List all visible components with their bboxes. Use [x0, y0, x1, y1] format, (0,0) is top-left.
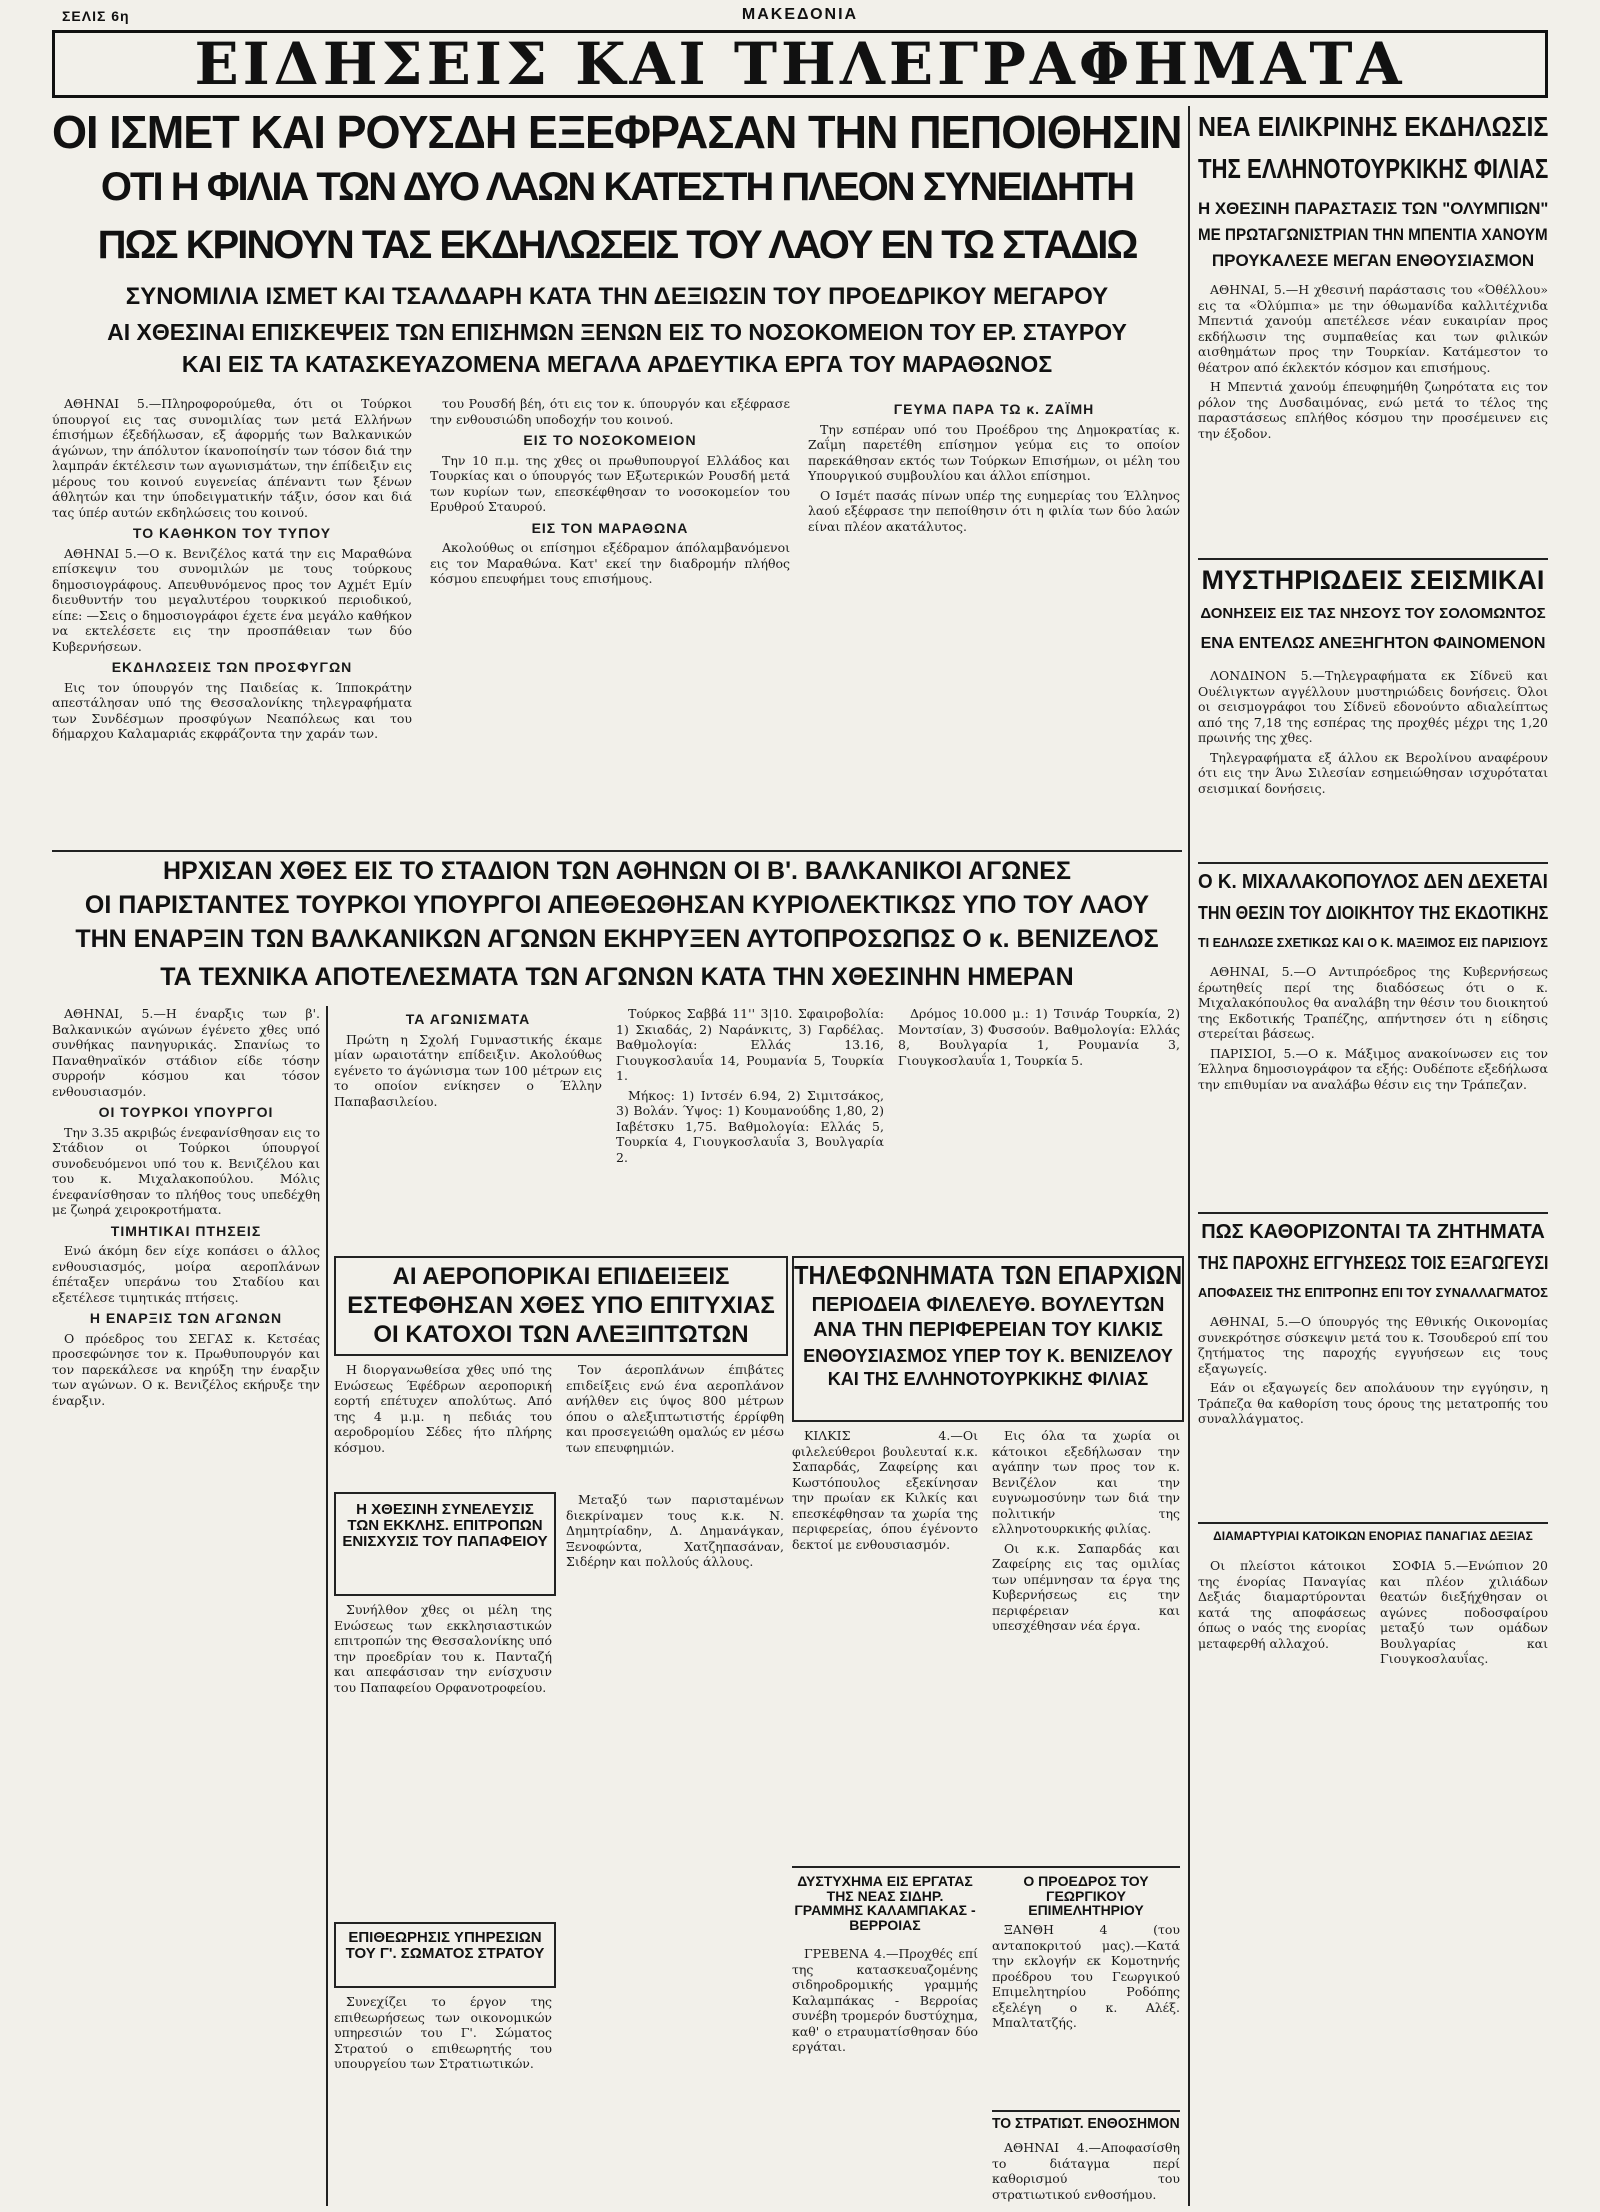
- eparchies-headline-3: ΑΝΑ ΤΗΝ ΠΕΡΙΦΕΡΕΙΑΝ ΤΟΥ ΚΙΛΚΙΣ: [813, 1319, 1163, 1342]
- right-paragraph: ΣΟΦΙΑ 5.—Ενώπιον 20 και πλέον χιλιάδων θεατών διεξήχθησαν οι αγώνες ποδοσφαίρου μεταξύ των ομάδων Βουλγαρίας και Γιουγκοσλαυΐας.: [1380, 1558, 1548, 1666]
- eparchies-headline-4: ΕΝΘΟΥΣΙΑΣΜΟΣ ΥΠΕΡ ΤΟΥ Κ. ΒΕΝΙΖΕΛΟΥ: [803, 1346, 1173, 1367]
- rule-eparchies-bottom: [792, 1866, 1180, 1868]
- masthead: [52, 6, 1548, 28]
- aero-column-1: [334, 1362, 552, 1482]
- balkan-paragraph: ΑΘΗΝΑΙ, 5.—Η έναρξις των β'. Βαλκανικών αγώνων έγένετο χθες υπό συνθήκας πανηγυρικάς. Σπανίως το Παναθηναϊκόν στάδιον είδε τόσην συρροήν κόσμου και τόσον ενθουσιασμόν.: [52, 1006, 320, 1099]
- right-a3-headline-3: [1198, 936, 1548, 958]
- lead-paragraph: Την 10 π.μ. της χθες οι πρωθυπουργοί Ελλάδος και Τουρκίας και ο ύπουργός των Εξωτερικών Ρουσδή μετά των κυρίων των, επεσκέφθησαν το νοσοκομείον του Ερυθρού Σταυρού.: [430, 452, 790, 514]
- lead-headline-4: ΣΥΝΟΜΙΛΙΑ ΙΣΜΕΤ ΚΑΙ ΤΣΑΛΔΑΡΗ ΚΑΤΑ ΤΗΝ ΔΕΞΙΩΣΙΝ ΤΟΥ ΠΡΟΕΔΡΙΚΟΥ ΜΕΓΑΡΟΥ: [125, 284, 1109, 310]
- aero-headline-3: ΟΙ ΚΑΤΟΧΟΙ ΤΩΝ ΑΛΕΞΙΠΤΩΤΩΝ: [373, 1321, 749, 1349]
- aero-column-3: [566, 1492, 784, 2212]
- lead-column-3: [808, 396, 1180, 842]
- lead-paragraph: Ακολούθως οι επίσημοι εξέδραμον άπόλαμβανόμενοι εις τον Μαραθώνα. Κατ' εκεί την διαδρομήν πλήθος κόσμου επευφήμει τους επισήμους.: [430, 540, 790, 586]
- right-a1-headline-5: ΠΡΟΥΚΑΛΕΣΕ ΜΕΓΑΝ ΕΝΘΟΥΣΙΑΣΜΟΝ: [1211, 252, 1535, 270]
- lead-headline-6: ΚΑΙ ΕΙΣ ΤΑ ΚΑΤΑΣΚΕΥΑΖΟΜΕΝΑ ΜΕΓΑΛΑ ΑΡΔΕΥΤΙΚΑ ΕΡΓΑ ΤΟΥ ΜΑΡΑΘΩΝΟΣ: [181, 352, 1053, 377]
- papafi-headline: Η ΧΘΕΣΙΝΗ ΣΥΝΕΛΕΥΣΙΣ ΤΩΝ ΕΚΚΛΗΣ. ΕΠΙΤΡΟΠΩΝ ΕΝΙΣΧΥΣΙΣ ΤΟΥ ΠΑΠΑΦΕΙΟΥ: [342, 1501, 548, 1550]
- eparchies-paragraph: Οι κ.κ. Σαπαρδάς και Ζαφείρης εις τας ομιλίας των υπέμνησαν τα έργα της Κυβερνήσεως εις την περιφέρειαν και υπεσχέθησαν νέα έργα.: [992, 1540, 1180, 1633]
- stratos-column: [992, 2140, 1180, 2206]
- aero-paragraph: Τον άεροπλάνων έπιβάτες επιδείξεις ενώ ένα αεροπλάνον ανήλθεν εις ύψος 800 μέτρων όπου ο αλεξιπτωτιστής έρρίφθη και προσεγειώθη ομαλώς εν μέσω των επευφημιών.: [566, 1362, 784, 1455]
- lead-headline-1: [52, 108, 1182, 160]
- balkan-headline-3: ΤΗΝ ΕΝΑΡΞΙΝ ΤΩΝ ΒΑΛΚΑΝΙΚΩΝ ΑΓΩΝΩΝ ΕΚΗΡΥΞΕΝ ΑΥΤΟΠΡΟΣΩΠΩΣ Ο κ. ΒΕΝΙΖΕΛΟΣ: [75, 926, 1159, 953]
- eparchies-column-2: [992, 1428, 1180, 1858]
- rule-right-a2: [1198, 862, 1548, 864]
- rodopi-column: [992, 1922, 1180, 2102]
- rule-balkan-col1: [326, 1006, 328, 2206]
- balkan-headline-2: ΟΙ ΠΑΡΙΣΤΑΝΤΕΣ ΤΟΥΡΚΟΙ ΥΠΟΥΡΓΟΙ ΑΠΕΘΕΩΘΗΣΑΝ ΚΥΡΙΟΛΕΚΤΙΚΩΣ ΥΠΟ ΤΟΥ ΛΑΟΥ: [84, 892, 1150, 919]
- rodopi-headline: Ο ΠΡΟΕΔΡΟΣ ΤΟΥ ΓΕΩΡΓΙΚΟΥ ΕΠΙΜΕΛΗΤΗΡΙΟΥ: [1023, 1874, 1149, 1918]
- right-a4-headline-3: [1198, 1286, 1548, 1308]
- aero-column-2: [566, 1362, 784, 1482]
- headline-inner: ΤΟ ΣΤΡΑΤΙΩΤ. ΕΝΘΟΣΗΜΟΝ: [992, 2115, 1180, 2132]
- headline-inner: ΟΙ ΙΣΜΕΤ ΚΑΙ ΡΟΥΣΔΗ ΕΞΕΦΡΑΣΑΝ ΤΗΝ ΠΕΠΟΙΘΗΣΙΝ: [52, 108, 1182, 158]
- lead-column-2: [430, 396, 790, 842]
- right-paragraph: ΑΘΗΝΑΙ, 5.—Ο ύπουργός της Εθνικής Οικονομίας συνεκρότησε σύσκεψιν μετά του κ. Τσουδερού επί του ζητήματος της παροχής εγγυήσεων εις τους εξαγωγείς.: [1198, 1314, 1548, 1376]
- subhead-games-opening: Η ΕΝΑΡΞΙΣ ΤΩΝ ΑΓΩΝΩΝ: [89, 1310, 283, 1326]
- balkan-column-2: [334, 1006, 602, 1246]
- rule-right-a3: [1198, 1212, 1548, 1214]
- eparchies-paragraph: ΚΙΛΚΙΣ 4.—Οι φιλελεύθεροι βουλευταί κ.κ. Σαπαρδάς, Ζαφείρης και Κωστόπουλος εξεκίνησαν την πρωίαν εκ Κιλκίς και επεσκέφθησαν τα χωρία της περιφερείας, όπου έγένοντο δεκτοί με ενθουσιασμόν.: [792, 1428, 978, 1552]
- eparchies-headline-2: ΠΕΡΙΟΔΕΙΑ ΦΙΛΕΛΕΥΘ. ΒΟΥΛΕΥΤΩΝ: [811, 1294, 1165, 1317]
- lead-paragraph: ΑΘΗΝΑΙ 5.—Ο κ. Βενιζέλος κατά την εις Μαραθώνα επίσκεψιν του συνομιλών με τους τούρκους δημοσιογράφους. Απευθυνόμενος προς τον Αχμέτ Εμίν διευθυντήν του μεγαλυτέρου τουρκικού περιοδικού, είπε: —Σεις ο δημοσιογράφοι έχετε ένα μεγάλο καθήκον να εκτελέσετε εις την προσπάθειαν των δύο Κυβερνήσεων.: [52, 545, 412, 654]
- right-paragraph: Η Μπεντιά χανούμ έπευφημήθη ζωηρότατα εις τον ρόλον της Δυσδαιμόνας, ενώ μετά το τέλος της παραστάσεως επλήθος κόσμου την προσέμεινεν εις την έξοδον.: [1198, 379, 1548, 441]
- subhead-events: ΤΑ ΑΓΩΝΙΣΜΑΤΑ: [405, 1011, 531, 1027]
- ypiresia-headline-box: [334, 1922, 556, 1988]
- balkan-paragraph: Μήκος: 1) Ιντσέν 6.94, 2) Σιμιτσάκος, 3) Βολάν. Ύψος: 1) Κουμανούδης 1,80, 2) Ιαβέτσκυ 1,75. Βαθμολογία: Ελλάς 5, Τουρκία 4, Γιουγκοσλαυΐα 3, Βουλγαρία 2.: [616, 1087, 884, 1165]
- ypiresia-paragraph: Συνεχίζει το έργον της επιθεωρήσεως των οικονομικών υπηρεσιών του Γ'. Σώματος Στρατού ο επιθεωρητής του υπουργείου των Στρατιωτικών.: [334, 1994, 552, 2071]
- right-paragraph: ΛΟΝΔΙΝΟΝ 5.—Τηλεγραφήματα εκ Σίδνεϋ και Ουέλιγκτων αγγέλλουν μυστηριώδεις δονήσεις. Όλοι οι σεισμογράφοι του Σίδνεϋ εδονούντο αδιαλείπτως από της 7,18 της εσπέρας της προχθές μέχρι της 1,20 πρωινής της χθες.: [1198, 668, 1548, 745]
- rule-right-a4: [1198, 1522, 1548, 1524]
- papafi-headline-box: [334, 1492, 556, 1596]
- balkan-paragraph: Τούρκος Σαββά 11'' 3|10. Σφαιροβολία: 1) Σκιαδάς, 2) Ναράνκιτς, 3) Γαρδέλας. Βαθμολογία: Ελλάς 13.16, Γιουγκοσλαυΐα 14, Ρουμανία 5, Τουρκία 1.: [616, 1006, 884, 1083]
- page-number: ΣΕΛΙΣ 6η: [62, 8, 130, 24]
- right-paragraph: ΑΘΗΝΑΙ, 5.—Ο Αντιπρόεδρος της Κυβερνήσεως έρωτηθείς περί της διαδόσεως ότι ο κ. Μιχαλακόπουλος θα αναλάβη την θέσιν του διοικητού της Εκδοτικής Τραπέζης, απήντησεν ότι η είδησις στερείται βάσεως.: [1198, 964, 1548, 1041]
- eparchies-headline-1: [794, 1262, 1182, 1289]
- right-paragraph: Τηλεγραφήματα εξ άλλου εκ Βερολίνου αναφέρουν ότι εις την Άνω Σιλεσίαν εσημειώθησαν ισχυρόταται σεισμικαί δονήσεις.: [1198, 749, 1548, 796]
- ergates-paragraph: ΓΡΕΒΕΝΑ 4.—Προχθές επί της κατασκευαζομένης σιδηροδρομικής γραμμής Καλαμπάκας - Βερροίας συνέβη τρομερόν δυστύχημα, καθ' ο ετραυματίσθησαν δύο εργάται.: [792, 1946, 978, 2054]
- right-a4-headline-1: ΠΩΣ ΚΑΘΟΡΙΖΟΝΤΑΙ ΤΑ ΖΗΤΗΜΑΤΑ: [1201, 1222, 1545, 1243]
- balkan-headline-4: ΤΑ ΤΕΧΝΙΚΑ ΑΠΟΤΕΛΕΣΜΑΤΑ ΤΩΝ ΑΓΩΝΩΝ ΚΑΤΑ ΤΗΝ ΧΘΕΣΙΝΗΝ ΗΜΕΡΑΝ: [160, 964, 1074, 991]
- subhead-marathon: ΕΙΣ ΤΟΝ ΜΑΡΑΘΩΝΑ: [531, 519, 689, 536]
- headline-inner: ΤΙ ΕΔΗΛΩΣΕ ΣΧΕΤΙΚΩΣ ΚΑΙ Ο Κ. ΜΑΞΙΜΟΣ ΕΙΣ ΠΑΡΙΣΙΟΥΣ: [1198, 936, 1548, 950]
- eparchies-paragraph: Εις όλα τα χωρία οι κάτοικοι εξεδήλωσαν την αγάπην των προς τον κ. Βενιζέλον και την ευγνωμοσύνην των διά την πολιτικήν της ελληνοτουρκικής φιλίας.: [992, 1428, 1180, 1536]
- ergates-headline: ΔΥΣΤΥΧΗΜΑ ΕΙΣ ΕΡΓΑΤΑΣ ΤΗΣ ΝΕΑΣ ΣΙΔΗΡ. ΓΡΑΜΜΗΣ ΚΑΛΑΜΠΑΚΑΣ - ΒΕΡΡΟΙΑΣ: [794, 1874, 976, 1934]
- headline-inner: ΤΗΣ ΕΛΛΗΝΟΤΟΥΡΚΙΚΗΣ ΦΙΛΙΑΣ: [1198, 154, 1548, 184]
- aero-headline-1: ΑΙ ΑΕΡΟΠΟΡΙΚΑΙ ΕΠΙΔΕΙΞΕΙΣ: [392, 1263, 730, 1290]
- headline-inner: ΤΗΝ ΘΕΣΙΝ ΤΟΥ ΔΙΟΙΚΗΤΟΥ ΤΗΣ ΕΚΔΟΤΙΚΗΣ: [1198, 904, 1548, 923]
- lead-paragraph: ΑΘΗΝΑΙ 5.—Πληροφορούμεθα, ότι οι Τούρκοι ύπουργοί εις τας συνομιλίας των μετά Ελλήνων έπισήμων έξεδήλωσαν, εξ άφορμής των Βαλκανικών άγώνων, την άπόλυτον ίκανοποίησίν των τόσον διά την λαμπράν έκτέλεσιν των αγωνισμάτων, την έπίδειξιν εις μέρους του κοινού ευγενείας άπέναντι των ξένων άθλητών και την ύποδειγματικήν τάξιν, όσον και διά τας ύπέρ αυτών εκδηλώσεις του κοινού.: [52, 396, 412, 520]
- right-a1-headline-4: [1198, 226, 1548, 250]
- ypiresia-column: [334, 1994, 552, 2204]
- subhead-dinner: ΓΕΥΜΑ ΠΑΡΑ ΤΩ κ. ΖΑΪΜΗ: [893, 401, 1095, 417]
- right-a3-text: [1198, 964, 1548, 1204]
- lead-headline-3: ΠΩΣ ΚΡΙΝΟΥΝ ΤΑΣ ΕΚΔΗΛΩΣΕΙΣ ΤΟΥ ΛΑΟΥ ΕΝ ΤΩ ΣΤΑΔΙΩ: [97, 224, 1137, 267]
- rodopi-paragraph: ΞΑΝΘΗ 4 (του ανταποκριτού μας).—Κατά την εκλογήν εκ Κομοτηνής προέδρου του Γεωργικού Επιμελητηρίου Ροδόπης εξελέγη ο κ. Αλέξ. Μπαλτατζής.: [992, 1922, 1180, 2030]
- section-banner: ΕΙΔΗΣΕΙΣ ΚΑΙ ΤΗΛΕΓΡΑΦΗΜΑΤΑ: [52, 30, 1548, 98]
- lead-paragraph: Την εσπέραν υπό του Προέδρου της Δημοκρατίας κ. Ζαΐμη παρετέθη επίσημον γεύμα εις το οποίον παρεκάθησαν εκτός των Τούρκων Επισήμων, οι μέλη του Υπουργικού συμβουλίου και άλλοι επίσημοι.: [808, 421, 1180, 483]
- right-a2-text: [1198, 668, 1548, 856]
- ergates-column: [792, 1946, 978, 2206]
- headline-inner: ΑΠΟΦΑΣΕΙΣ ΤΗΣ ΕΠΙΤΡΟΠΗΣ ΕΠΙ ΤΟΥ ΣΥΝΑΛΛΑΓΜΑΤΟΣ: [1198, 1286, 1548, 1300]
- aero-headline-2: ΕΣΤΕΦΘΗΣΑΝ ΧΘΕΣ ΥΠΟ ΕΠΙΤΥΧΙΑΣ: [347, 1292, 775, 1320]
- stratos-paragraph: ΑΘΗΝΑΙ 4.—Αποφασίσθη το διάταγμα περί καθορισμού του στρατιωτικού ενθοσήμου.: [992, 2140, 1180, 2202]
- balkan-column-1: [52, 1006, 320, 2206]
- right-a1-text: [1198, 282, 1548, 552]
- stratos-headline: [992, 2110, 1180, 2138]
- headline-inner: Ο Κ. ΜΙΧΑΛΑΚΟΠΟΥΛΟΣ ΔΕΝ ΔΕΧΕΤΑΙ: [1198, 872, 1548, 893]
- papafi-column: [334, 1602, 552, 1912]
- right-a1-headline-2: [1198, 154, 1548, 190]
- eparchies-headline-5: ΚΑΙ ΤΗΣ ΕΛΛΗΝΟΤΟΥΡΚΙΚΗΣ ΦΙΛΙΑΣ: [827, 1369, 1149, 1390]
- eparchies-column-1: [792, 1428, 978, 1858]
- balkan-headline-1: ΗΡΧΙΣΑΝ ΧΘΕΣ ΕΙΣ ΤΟ ΣΤΑΔΙΟΝ ΤΩΝ ΑΘΗΝΩΝ ΟΙ Β'. ΒΑΛΚΑΝΙΚΟΙ ΑΓΩΝΕΣ: [163, 858, 1071, 885]
- headline-inner: Η ΧΘΕΣΙΝΗ ΠΑΡΑΣΤΑΣΙΣ ΤΩΝ "ΟΛΥΜΠΙΩΝ": [1198, 200, 1548, 218]
- right-a2-headline-1: ΜΥΣΤΗΡΙΩΔΕΙΣ ΣΕΙΣΜΙΚΑΙ: [1201, 566, 1545, 595]
- content-grid: [52, 106, 1548, 2206]
- right-paragraph: ΑΘΗΝΑΙ, 5.—Η χθεσινή παράστασις του «Όθέλλου» εις τα «Όλύμπια» με την όθωμανίδα καλλιτέχνιδα Μπεντιά χανούμ απετέλεσε νέαν ευκαιρίαν προς εκδήλωσιν της συμπαθείας και των φιλικών αισθημάτων προς την Τουρκίαν. Κατάμεστον το θέατρον από έκλεκτόν κόσμον και επισήμους.: [1198, 282, 1548, 375]
- column-rule-right: [1188, 106, 1190, 2206]
- aero-paragraph: Η διοργανωθείσα χθες υπό της Ενώσεως Έφέδρων αεροπορική εορτή επέτυχεν απολύτως. Από της 4 μ.μ. η πεδιάς του αεροδρομίου Σέδες ήτο πλήρης κόσμου.: [334, 1362, 552, 1455]
- lead-headline-2: ΟΤΙ Η ΦΙΛΙΑ ΤΩΝ ΔΥΟ ΛΑΩΝ ΚΑΤΕΣΤΗ ΠΛΕΟΝ ΣΥΝΕΙΔΗΤΗ: [100, 166, 1134, 209]
- right-a2-headline-3: ΕΝΑ ΕΝΤΕΛΩΣ ΑΝΕΞΗΓΗΤΟΝ ΦΑΙΝΟΜΕΝΟΝ: [1200, 636, 1546, 652]
- right-a5-text: [1198, 1558, 1548, 2206]
- right-a2-headline-2: ΔΟΝΗΣΕΙΣ ΕΙΣ ΤΑΣ ΝΗΣΟΥΣ ΤΟΥ ΣΟΛΟΜΩΝΤΟΣ: [1200, 606, 1546, 622]
- subhead-honor-flights: ΤΙΜΗΤΙΚΑΙ ΠΤΗΣΕΙΣ: [110, 1222, 262, 1239]
- paper-name: ΜΑΚΕΔΟΝΙΑ: [741, 6, 859, 23]
- ypiresia-headline: ΕΠΙΘΕΩΡΗΣΙΣ ΥΠΗΡΕΣΙΩΝ ΤΟΥ Γ'. ΣΩΜΑΤΟΣ ΣΤΡΑΤΟΥ: [345, 1929, 545, 1962]
- aero-paragraph: Μεταξύ των παρισταμένων διεκρίναμεν τους κ.κ. Ν. Δημητρίαδην, Δ. Δημανάγκαν, Ξενοφώντα, Χατζηπασάναν, Σιδέρην και πολλούς άλλους.: [566, 1492, 784, 1569]
- right-a4-headline-2: [1198, 1254, 1548, 1280]
- lead-headline-5: ΑΙ ΧΘΕΣΙΝΑΙ ΕΠΙΣΚΕΨΕΙΣ ΤΩΝ ΕΠΙΣΗΜΩΝ ΞΕΝΩΝ ΕΙΣ ΤΟ ΝΟΣΟΚΟΜΕΙΟΝ ΤΟΥ ΕΡ. ΣΤΑΥΡΟΥ: [107, 320, 1127, 345]
- right-paragraph: ΠΑΡΙΣΙΟΙ, 5.—Ο κ. Μάξιμος ανακοίνωσεν εις τον Έλληνα δημοσιογράφον τα εξής: Ουδέποτε εξεδήλωσα την επιθυμίαν να αναλάβω θέσιν εις την Τράπεζαν.: [1198, 1045, 1548, 1092]
- papafi-paragraph: Συνήλθον χθες οι μέλη της Ενώσεως των εκκλησιαστικών επιτροπών της Θεσσαλονίκης υπό την προεδρίαν του κ. Πανταζή και απεφάσισαν την ενίσχυσιν του Παπαφείου Ορφανοτροφείου.: [334, 1602, 552, 1695]
- balkan-paragraph: Ενώ άκόμη δεν είχε κοπάσει ο άλλος ενθουσιασμός, μοίρα αεροπλάνων έπέταξεν υπεράνω του Σταδίου και εξετέλεσε τιμητικάς πτήσεις.: [52, 1243, 320, 1305]
- subhead-turkish-ministers: ΟΙ ΤΟΥΡΚΟΙ ΥΠΟΥΡΓΟΙ: [98, 1104, 274, 1120]
- headline-inner: ΜΕ ΠΡΩΤΑΓΩΝΙΣΤΡΙΑΝ ΤΗΝ ΜΠΕΝΤΙΑ ΧΑΝΟΥΜ: [1198, 226, 1548, 244]
- aero-headline-box: [334, 1256, 788, 1356]
- subhead-refugees: ΕΚΔΗΛΩΣΕΙΣ ΤΩΝ ΠΡΟΣΦΥΓΩΝ: [111, 659, 353, 675]
- headline-inner: ΝΕΑ ΕΙΛΙΚΡΙΝΗΣ ΕΚΔΗΛΩΣΙΣ: [1198, 112, 1548, 142]
- rule-lead-bottom: [52, 850, 1182, 852]
- right-a1-headline-1: [1198, 112, 1548, 148]
- right-a3-headline-2: [1198, 904, 1548, 930]
- right-a3-headline-1: [1198, 872, 1548, 900]
- lead-column-1: [52, 396, 412, 842]
- subhead-hospital: ΕΙΣ ΤΟ ΝΟΣΟΚΟΜΕΙΟΝ: [523, 432, 697, 448]
- balkan-paragraph: Δρόμος 10.000 μ.: 1) Τσινάρ Τουρκία, 2) Μοντσίαν, 3) Φυσσούν. Βαθμολογία: Ελλάς 8, Βουλγαρία 1, Ρουμανία 3, Γιουγκοσλαυΐα 1, Τουρκία 5.: [898, 1006, 1180, 1068]
- rule-right-a1: [1198, 558, 1548, 560]
- right-a5-headline: ΔΙΑΜΑΡΤΥΡΙΑΙ ΚΑΤΟΙΚΩΝ ΕΝΟΡΙΑΣ ΠΑΝΑΓΙΑΣ ΔΕΞΙΑΣ: [1213, 1530, 1533, 1543]
- headline-inner: ΤΗΛΕΦΩΝΗΜΑΤΑ ΤΩΝ ΕΠΑΡΧΙΩΝ: [794, 1260, 1183, 1290]
- right-paragraph: Οι πλείστοι κάτοικοι της ένορίας Παναγίας Δεξιάς διαμαρτύρονται κατά της αποφάσεως όπως ο ναός της ενορίας μεταφερθή αλλαχού.: [1198, 1558, 1366, 1651]
- right-a4-text: [1198, 1314, 1548, 1514]
- balkan-paragraph: Ο πρόεδρος του ΣΕΓΑΣ κ. Κετσέας προσεφώνησε τον κ. Πρωθυπουργόν και τον παρεκάλεσε να κηρύξη την έναρξιν των αγώνων. Ο κ. Βενιζέλος εκήρυξε την έναρξιν.: [52, 1330, 320, 1408]
- subhead-press-duty: ΤΟ ΚΑΘΗΚΟΝ ΤΟΥ ΤΥΠΟΥ: [132, 525, 332, 541]
- right-a1-headline-3: [1198, 200, 1548, 224]
- lead-paragraph: Εις τον ύπουργόν της Παιδείας κ. Ίπποκράτην απεστάλησαν υπό της Θεσσαλονίκης τηλεγραφήματα των Συνδέσμων προσφύγων Νεαπόλεως και του δήμαρχου Καλαμαριάς εκφράζοντα την χαράν των.: [52, 679, 412, 741]
- eparchies-headline-box: [792, 1256, 1184, 1422]
- headline-inner: ΤΗΣ ΠΑΡΟΧΗΣ ΕΓΓΥΗΣΕΩΣ ΤΟΙΣ ΕΞΑΓΩΓΕΥΣΙ: [1198, 1254, 1548, 1273]
- balkan-column-3: [616, 1006, 884, 1246]
- lead-paragraph: Ο Ισμέτ πασάς πίνων υπέρ της ευημερίας του Έλληνος λαού εξέφρασε την πεποίθησιν ότι η φιλία των δύο λαών είναι πλέον ακατάλυτος.: [808, 487, 1180, 534]
- right-paragraph: Εάν οι εξαγωγείς δεν απολάυουν την εγγύησιν, η Τράπεζα θα καθορίση τους όρους της μετατροπής του συναλλάγματος.: [1198, 1380, 1548, 1426]
- balkan-column-4: [898, 1006, 1180, 1246]
- balkan-paragraph: Την 3.35 ακριβώς ένεφανίσθησαν εις το Στάδιον οι Τούρκοι ύπουργοί συνοδευόμενοι υπό του κ. Βενιζέλου και του κ. Μιχαλακοπούλου. Μόλις ένεφανίσθησαν το πλήθος τους υπεδέχθη με ζωηρά χειροκροτήματα.: [52, 1124, 320, 1217]
- lead-paragraph: του Ρουσδή βέη, ότι εις τον κ. ύπουργόν και εξέφρασε την ενθουσιώδη υποδοχήν του κοινού.: [430, 396, 790, 427]
- balkan-paragraph: Πρώτη η Σχολή Γυμναστικής έκαμε μίαν ωραιοτάτην επίδειξιν. Ακολούθως εγένετο το άγώνισμα των 100 μέτρων εις το οποίον ενίκησεν ο Έλλην Παπαβασιλείου.: [334, 1031, 602, 1109]
